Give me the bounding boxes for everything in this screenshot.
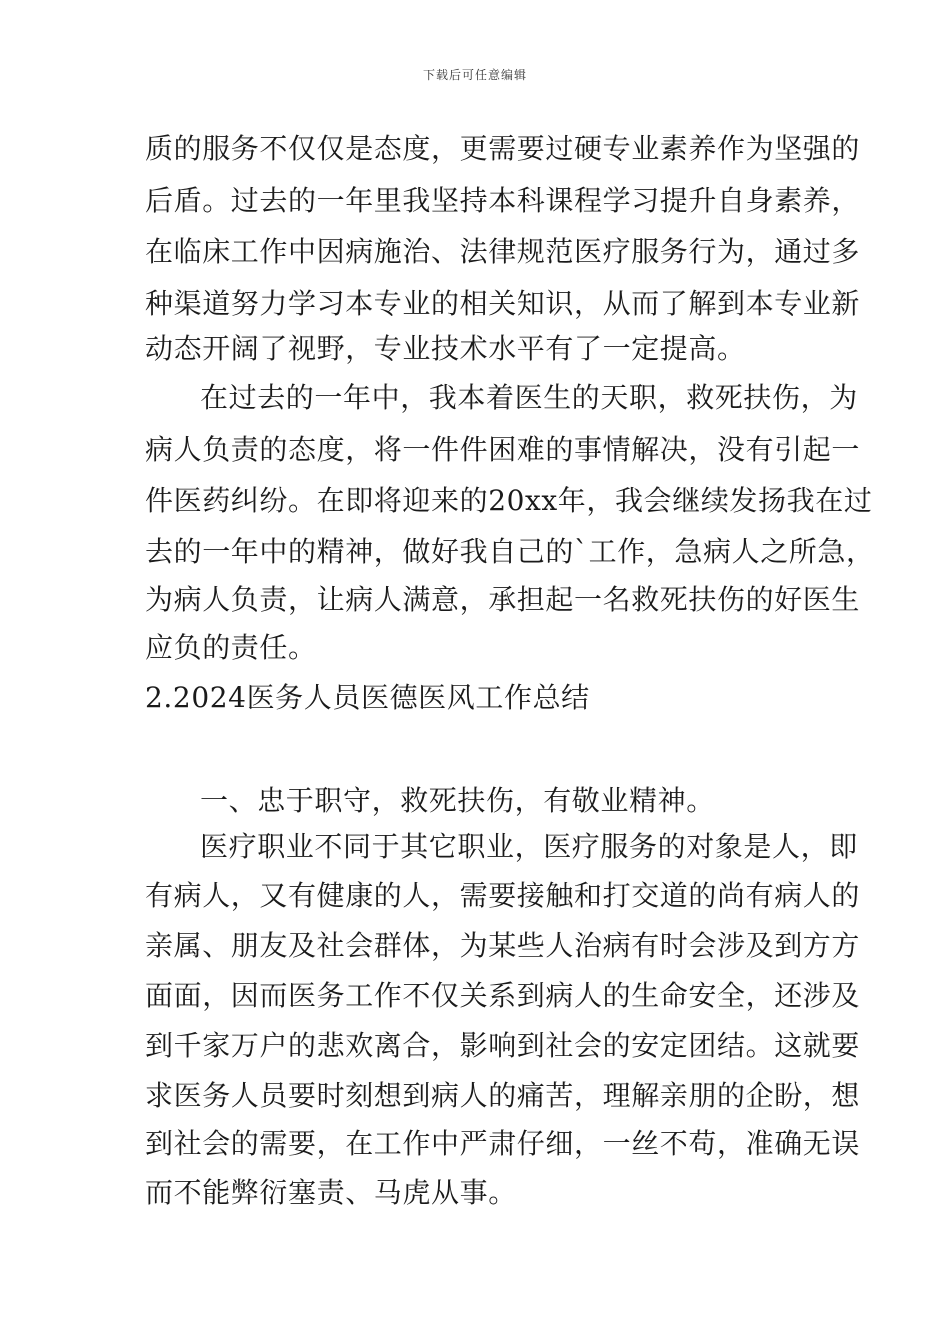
text-line: 病人负责的态度，将一件件困难的事情解决，没有引起一 — [145, 433, 861, 466]
text-line: 种渠道努力学习本专业的相关知识，从而了解到本专业新 — [145, 287, 861, 320]
text-line: 质的服务不仅仅是态度，更需要过硬专业素养作为坚强的 — [145, 132, 861, 165]
text-line: 亲属、朋友及社会群体，为某些人治病有时会涉及到方方 — [145, 929, 861, 962]
text-line: 有病人，又有健康的人，需要接触和打交道的尚有病人的 — [145, 879, 861, 912]
text-line: 在临床工作中因病施治、法律规范医疗服务行为，通过多 — [145, 235, 861, 268]
text-line: 为病人负责，让病人满意，承担起一名救死扶伤的好医生 — [145, 583, 861, 616]
text-line: 应负的责任。 — [145, 631, 317, 664]
text-line: 而不能弊衍塞责、马虎从事。 — [145, 1176, 517, 1209]
text-line: 件医药纠纷。在即将迎来的20xx年，我会继续发扬我在过 — [145, 484, 873, 517]
text-line: 动态开阔了视野，专业技术水平有了一定提高。 — [145, 332, 746, 365]
text-line: 面面，因而医务工作不仅关系到病人的生命安全，还涉及 — [145, 979, 861, 1012]
paragraph-start-line: 在过去的一年中，我本着医生的天职，救死扶伤，为 — [200, 381, 858, 414]
text-line: 去的一年中的精神，做好我自己的`工作，急病人之所急， — [145, 535, 875, 568]
text-line: 到社会的需要，在工作中严肃仔细，一丝不苟，准确无误 — [145, 1127, 861, 1160]
paragraph-start-line: 医疗职业不同于其它职业，医疗服务的对象是人，即 — [200, 830, 858, 863]
text-line: 到千家万户的悲欢离合，影响到社会的安定团结。这就要 — [145, 1029, 861, 1062]
header-note: 下载后可任意编辑 — [422, 68, 527, 82]
text-line: 求医务人员要时刻想到病人的痛苦，理解亲朋的企盼，想 — [145, 1079, 861, 1112]
subheading: 一、忠于职守，救死扶伤，有敬业精神。 — [200, 784, 715, 817]
section-heading: 2.2024医务人员医德医风工作总结 — [145, 681, 590, 714]
text-line: 后盾。过去的一年里我坚持本科课程学习提升自身素养， — [145, 184, 861, 217]
